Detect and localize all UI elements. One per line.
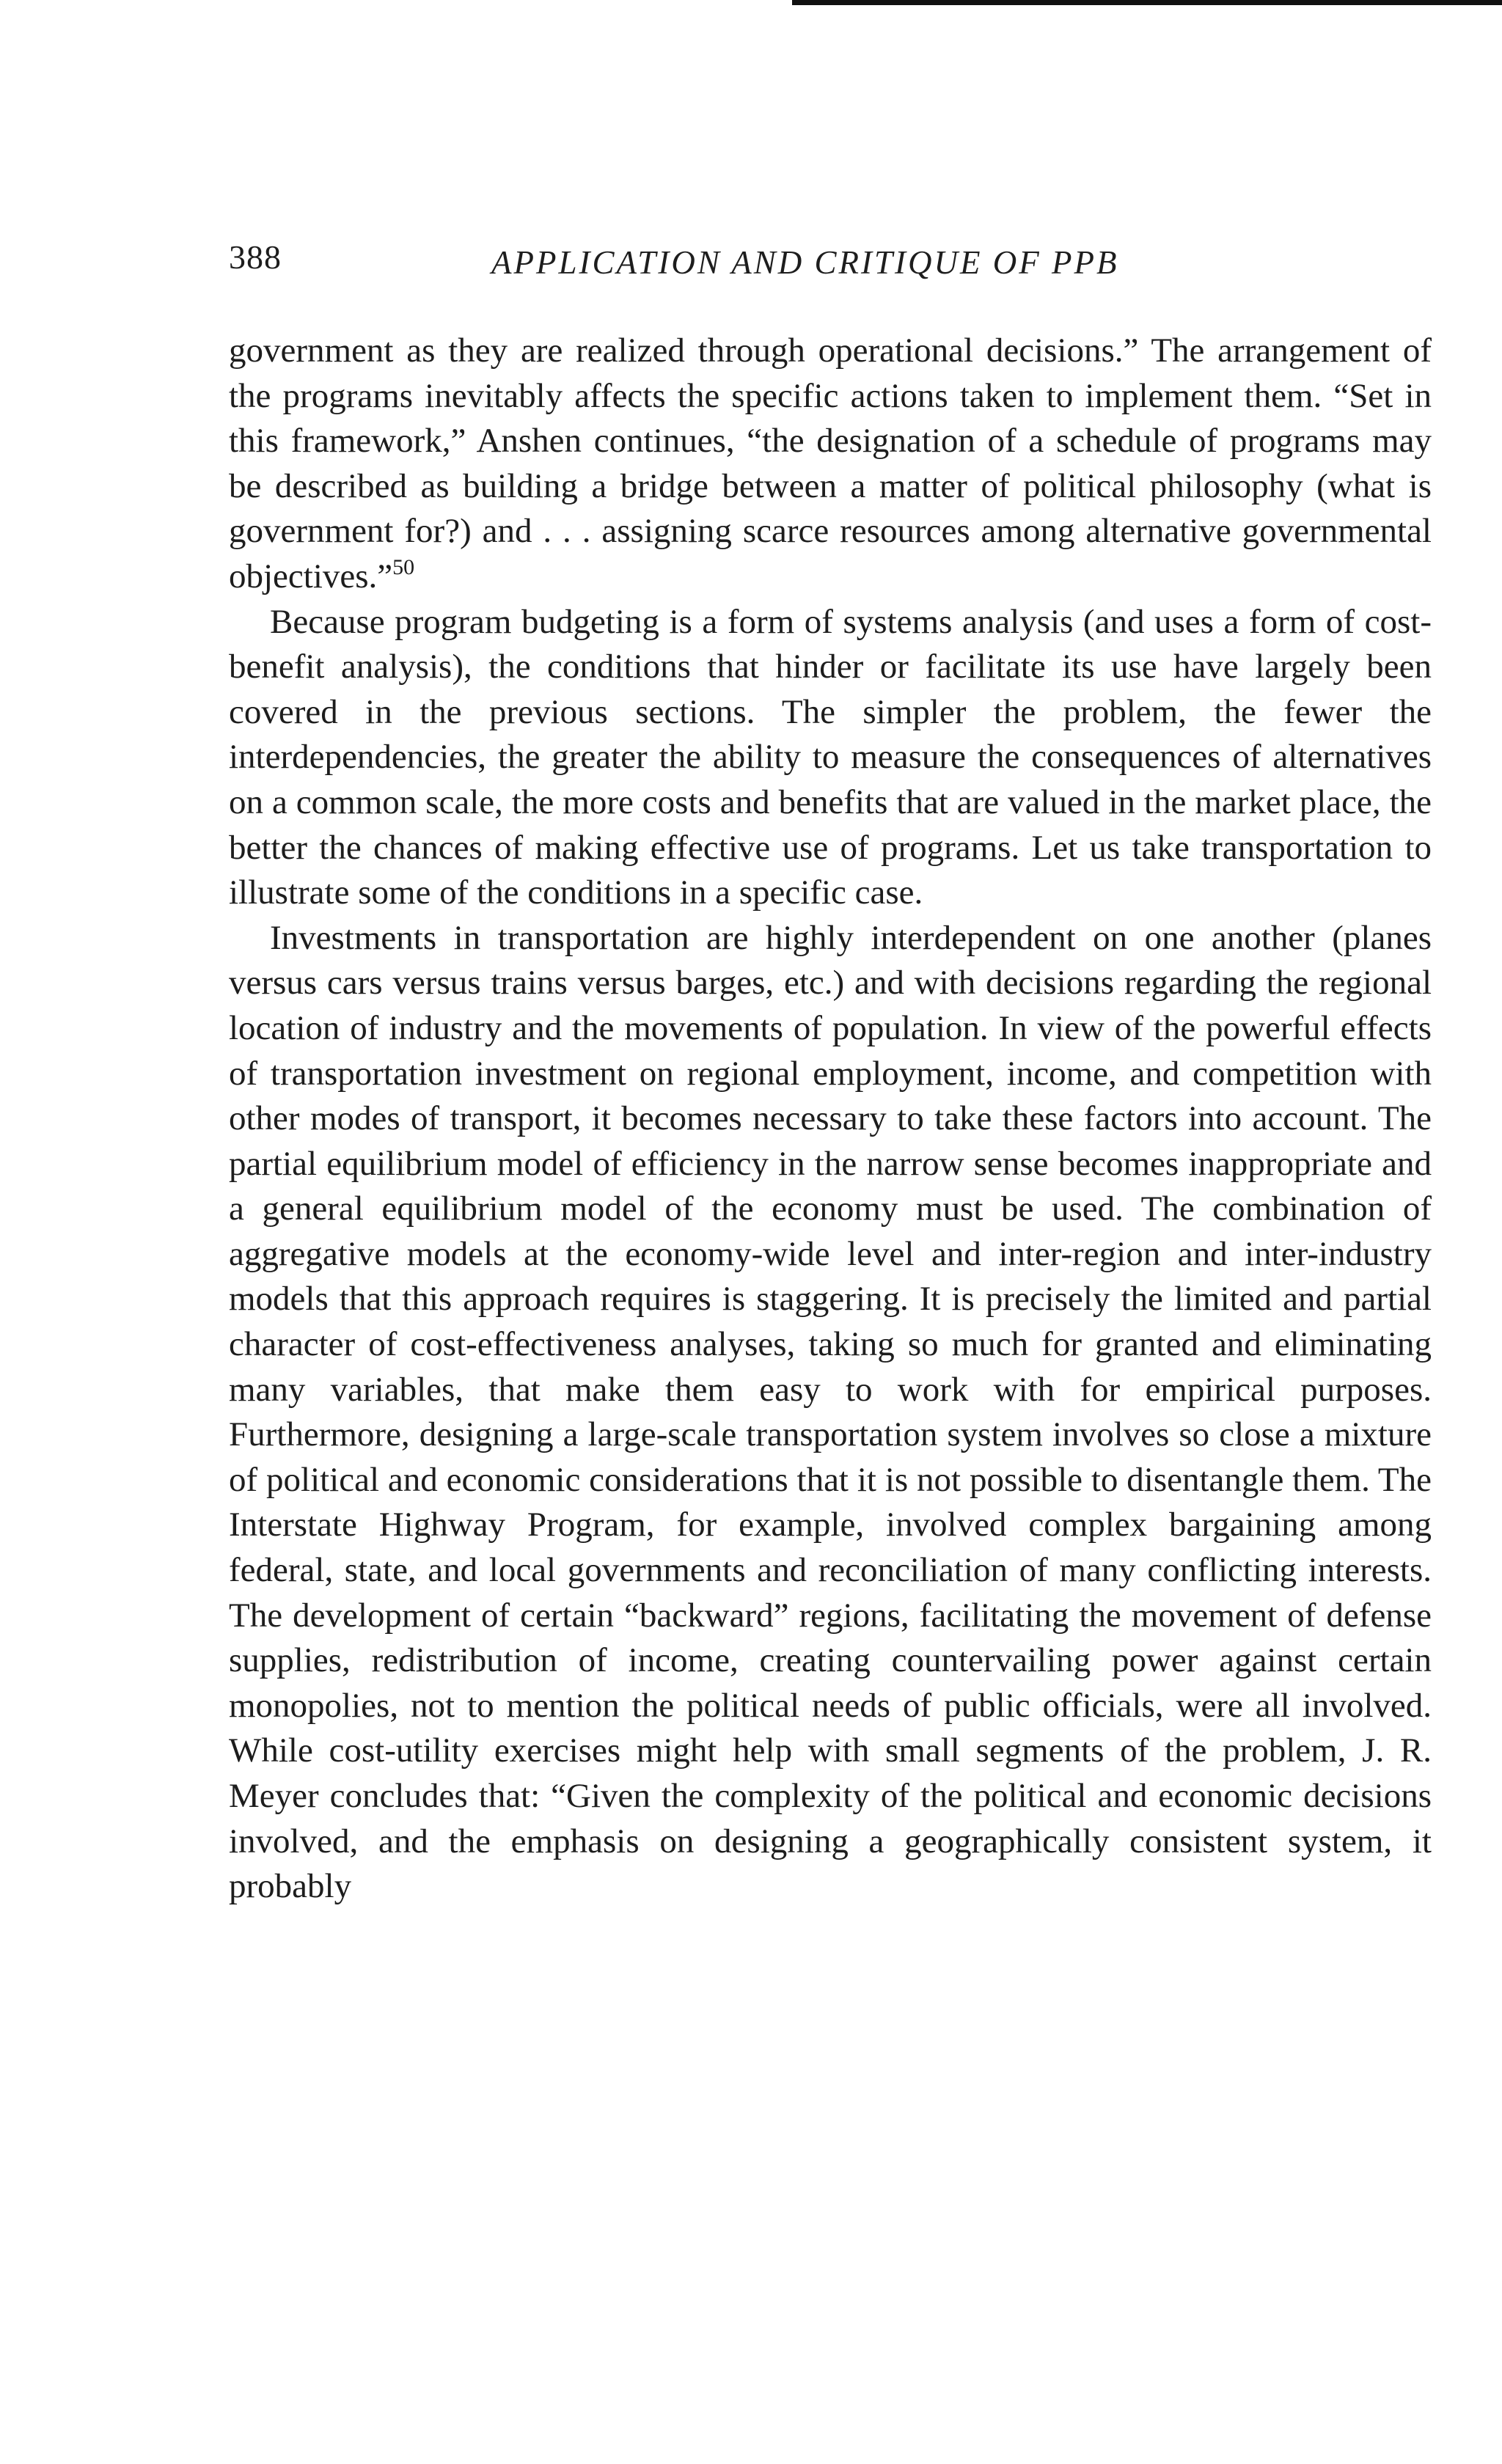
footnote-ref-50: 50 [392, 554, 415, 579]
body-text [229, 329, 1432, 1910]
paragraph-1 [229, 329, 1432, 600]
paragraph-1-text: government as they are realized through operational decisions.” The arrangement of the programs inevitably affects the specific actions taken to implement them. “Set in this framework,” Anshen continues, “the designation of a schedule of programs may be described as building a bridge between a matter of political philosophy (what is government for?) and . . . assigning scarce resources among alternative governmental objectives.” [229, 331, 1432, 595]
paragraph-3: Investments in transportation are highly interdependent on one another (planes versus cars versus trains versus barges, etc.) and with decisions regarding the regional location of industry and the movements of population. In view of the powerful effects of transportation investment on regional employment, income, and competition with other modes of transport, it becomes necessary to take these factors into account. The partial equilibrium model of efficiency in the narrow sense becomes inappropriate and a general equilibrium model of the economy must be used. The combination of aggregative models at the economy-wide level and inter-region and inter-industry models that this approach requires is staggering. It is precisely the limited and partial character of cost-effectiveness analyses, taking so much for granted and eliminating many variables, that make them easy to work with for empirical purposes. Furthermore, designing a large-scale transportation system involves so close a mixture of political and economic considerations that it is not possible to disentangle them. The Interstate Highway Program, for example, involved complex bargaining among federal, state, and local governments and reconciliation of many conflicting interests. The development of certain “backward” regions, facilitating the movement of defense supplies, redistribution of income, creating countervailing power against certain monopolies, not to mention the political needs of public officials, were all involved. While cost-utility exercises might help with small segments of the problem, J. R. Meyer concludes that: “Given the complexity of the political and economic decisions involved, and the emphasis on designing a geographically consistent system, it probably [229, 918, 1432, 1906]
running-head [229, 233, 1432, 286]
top-edge-rule [792, 0, 1502, 5]
page-number: 388 [229, 238, 282, 276]
paragraph-2: Because program budgeting is a form of systems analysis (and uses a form of cost-benefit analysis), the conditions that hinder or facilitate its use have largely been covered in the previous sections. The simpler the problem, the fewer the interdependencies, the greater the ability to measure the consequences of alternatives on a common scale, the more costs and benefits that are valued in the market place, the better the chances of making effective use of programs. Let us take transportation to illustrate some of the conditions in a specific case. [229, 602, 1432, 912]
running-head-title: APPLICATION AND CRITIQUE OF PPB [491, 244, 1119, 281]
